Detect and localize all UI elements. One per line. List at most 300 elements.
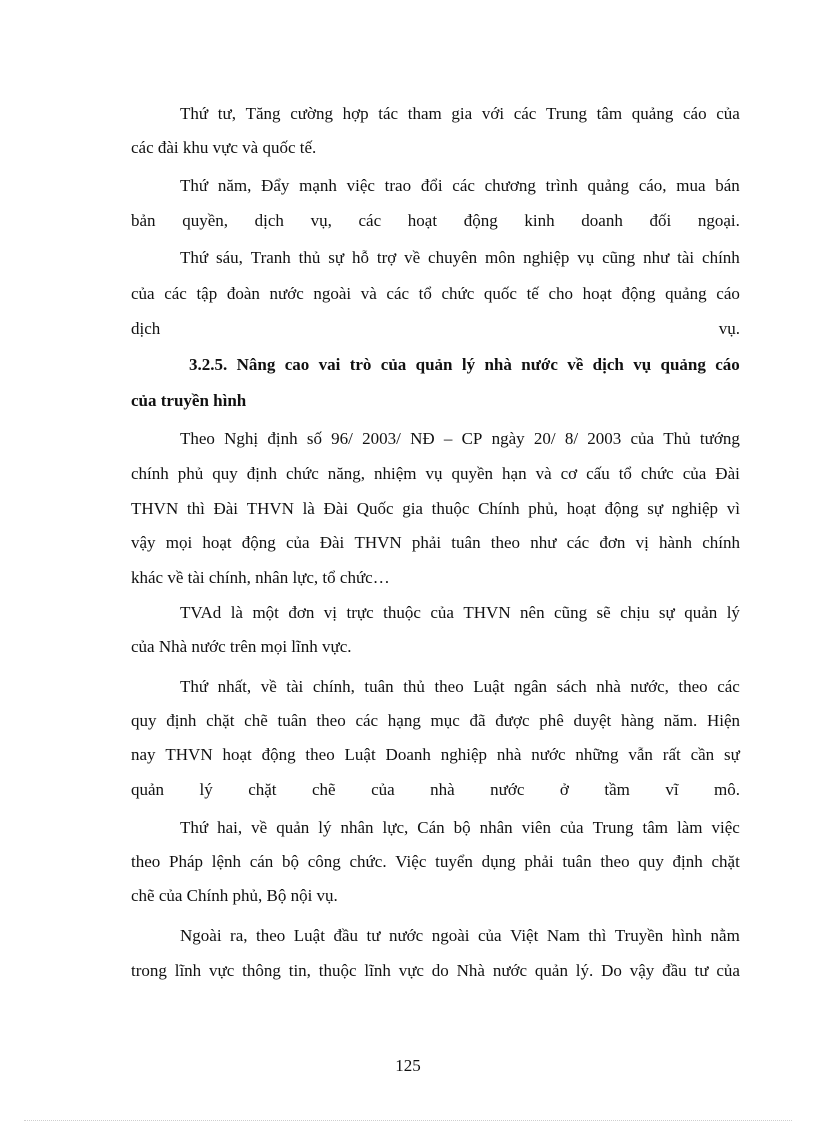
word: Nam	[546, 926, 580, 945]
word: vực	[398, 961, 424, 980]
word: trợ	[376, 248, 397, 267]
text-line	[131, 745, 740, 765]
word: sự	[647, 499, 664, 518]
word: duyệt	[573, 711, 612, 730]
word: THVN	[131, 499, 179, 518]
word: động	[621, 284, 656, 303]
section-heading	[189, 355, 740, 375]
word: quy	[638, 852, 664, 871]
word: hạn	[502, 464, 527, 483]
word: động	[604, 499, 639, 518]
word: cáo	[682, 104, 707, 123]
word: nhất,	[217, 677, 252, 696]
word: đối	[649, 211, 672, 230]
word: vậy	[131, 533, 156, 552]
word: đầu	[662, 961, 687, 980]
word: hai,	[217, 818, 243, 837]
word: hình	[671, 926, 703, 945]
word: vì	[726, 499, 740, 518]
page-number: 125	[395, 1056, 421, 1075]
word: lý	[318, 818, 332, 837]
text-line: khác về tài chính, nhân lực, tổ chức…	[131, 568, 390, 587]
text-line: các đài khu vực và quốc tế.	[131, 138, 317, 157]
word: quảng	[665, 284, 707, 303]
text-line	[131, 961, 740, 981]
word: tâm	[596, 104, 623, 123]
word: chức	[640, 464, 674, 483]
word: về	[404, 248, 421, 267]
word: Trung	[546, 104, 587, 123]
word: những	[575, 745, 619, 764]
word: Thứ	[180, 818, 209, 837]
word: nghiệp	[523, 248, 570, 267]
text-line	[131, 499, 740, 519]
text-line	[131, 533, 740, 553]
word: và	[360, 284, 377, 303]
word: theo	[131, 852, 161, 871]
word: Pháp	[169, 852, 203, 871]
word: đơn	[599, 533, 626, 552]
word: NĐ	[410, 429, 435, 448]
word: mô.	[714, 780, 740, 799]
word: –	[443, 429, 453, 448]
word: năng,	[327, 464, 366, 483]
word: Chính	[478, 499, 520, 518]
word: là	[302, 499, 315, 518]
word: hoạt	[582, 284, 612, 303]
word: lý	[461, 355, 476, 374]
word: năm.	[663, 711, 698, 730]
word: vậy	[629, 961, 655, 980]
word: theo	[600, 852, 630, 871]
word: Nâng	[236, 355, 276, 374]
word: rất	[662, 745, 681, 764]
word: quảng	[587, 176, 629, 195]
word: ở	[559, 780, 569, 799]
word: cho	[548, 284, 574, 303]
word: hỗ	[351, 248, 369, 267]
word: Hiện	[706, 711, 740, 730]
word: thủ	[403, 677, 425, 696]
word: với	[481, 104, 505, 123]
word: 20/	[533, 429, 556, 448]
word: của	[559, 818, 584, 837]
word: 2003	[587, 429, 622, 448]
word: theo	[256, 926, 286, 945]
word: tướng	[699, 429, 740, 448]
word: số	[306, 429, 322, 448]
text-line: của Nhà nước trên mọi lĩnh vực.	[131, 637, 352, 656]
word: Tăng	[245, 104, 281, 123]
word: trực	[346, 603, 374, 622]
word: thuộc	[318, 961, 357, 980]
text-line	[131, 211, 740, 231]
word: công	[307, 852, 341, 871]
word: lý	[199, 780, 213, 799]
word: ra,	[230, 926, 248, 945]
word: cán	[249, 852, 274, 871]
word: quản	[534, 961, 568, 980]
word: hoạt	[407, 211, 438, 230]
word: cao	[284, 355, 310, 374]
word: kinh	[524, 211, 555, 230]
word: Doanh	[385, 745, 431, 764]
word: nhà	[496, 745, 522, 764]
word: được	[495, 711, 530, 730]
word: nhiệm	[374, 464, 417, 483]
word: chương	[484, 176, 536, 195]
word: thủ	[298, 248, 321, 267]
word: năm,	[217, 176, 252, 195]
word: sáu,	[215, 248, 243, 267]
word: sẽ	[596, 603, 611, 622]
word: sự	[328, 248, 345, 267]
word: vị	[323, 603, 338, 622]
word: Thứ	[180, 104, 209, 123]
word: các	[566, 533, 590, 552]
word: phải	[411, 533, 442, 552]
word: quy	[212, 464, 238, 483]
word: của	[131, 284, 155, 303]
word: vụ,	[310, 211, 332, 230]
word: viên	[521, 818, 551, 837]
word: vụ	[577, 248, 595, 267]
word: như	[530, 533, 557, 552]
word: Thứ	[180, 677, 209, 696]
word: chẽ	[312, 780, 336, 799]
word: do	[431, 961, 449, 980]
word: chính	[702, 533, 740, 552]
word: nên	[520, 603, 545, 622]
word: của	[371, 780, 395, 799]
word: nhân	[479, 818, 513, 837]
word: cơ	[560, 464, 578, 483]
word: tác	[378, 104, 399, 123]
word: của	[682, 464, 707, 483]
word: các	[386, 284, 410, 303]
word: ngân	[513, 677, 547, 696]
word: THVN	[463, 603, 511, 622]
word: dịch	[592, 355, 624, 374]
word: bộ	[282, 852, 300, 871]
word: nghiệp	[671, 499, 719, 518]
word: tham	[407, 104, 442, 123]
word: động	[261, 745, 296, 764]
word: vẫn	[628, 745, 653, 764]
word: một	[252, 603, 279, 622]
word: Cán	[417, 818, 445, 837]
word: sự	[658, 603, 675, 622]
word: Nghị	[224, 429, 259, 448]
word: chức	[441, 284, 475, 303]
word: nước,	[630, 677, 669, 696]
word: lý.	[575, 961, 594, 980]
word: nước	[521, 355, 558, 374]
word: của	[716, 104, 740, 123]
word: trò	[349, 355, 372, 374]
word: doanh	[581, 211, 623, 230]
word: gia	[451, 104, 473, 123]
word: quảng	[631, 104, 674, 123]
word: như	[643, 248, 670, 267]
section-heading-continued: của truyền hình	[131, 391, 247, 410]
word: của	[285, 533, 310, 552]
word: vụ	[425, 464, 443, 483]
word: cũng	[554, 603, 588, 622]
word: các	[358, 211, 382, 230]
word: tâm	[642, 818, 669, 837]
word: tài	[677, 248, 695, 267]
word: việc	[346, 176, 375, 195]
word: cáo	[715, 355, 740, 374]
text-line	[131, 464, 740, 484]
word: các	[164, 284, 187, 303]
word: các	[355, 711, 379, 730]
word: ngoài	[313, 284, 352, 303]
word: quốc	[483, 284, 517, 303]
word: Đài	[319, 533, 345, 552]
word: mọi	[165, 533, 193, 552]
word: nhà	[484, 355, 512, 374]
word: ngoài	[431, 926, 470, 945]
word: Việt	[510, 926, 539, 945]
word: chịu	[620, 603, 650, 622]
text-line	[180, 104, 740, 124]
word: đoàn	[226, 284, 260, 303]
word: nước	[531, 745, 566, 764]
word: hạng	[387, 711, 421, 730]
word: chặt	[206, 711, 235, 730]
word: mục	[430, 711, 460, 730]
word: sách	[556, 677, 587, 696]
word: tuân	[562, 852, 592, 871]
text-line	[131, 780, 740, 800]
word: đơn	[288, 603, 315, 622]
word: THVN	[354, 533, 402, 552]
word: nghiệp	[440, 745, 487, 764]
word: làm	[677, 818, 703, 837]
word: về	[251, 818, 268, 837]
word: Thứ	[180, 176, 209, 195]
word: là	[230, 603, 243, 622]
word: THVN	[165, 745, 213, 764]
word: nước	[490, 780, 525, 799]
word: thì	[186, 499, 205, 518]
word: cáo,	[638, 176, 667, 195]
word: mua	[676, 176, 706, 195]
word: định	[672, 852, 703, 871]
word: chặt	[711, 852, 740, 871]
word: phủ,	[528, 499, 559, 518]
word: TVAd	[180, 603, 222, 622]
word: hoạt	[566, 499, 596, 518]
word: theo	[316, 711, 346, 730]
word: gia	[402, 499, 423, 518]
word: Nhà	[456, 961, 485, 980]
word: tập	[196, 284, 218, 303]
word: tuân	[364, 677, 394, 696]
word: vụ	[633, 355, 652, 374]
text-line	[180, 677, 740, 697]
word: ngày	[491, 429, 525, 448]
text-line: chẽ của Chính phủ, Bộ nội vụ.	[131, 886, 338, 905]
word: tổ	[618, 464, 632, 483]
word: lĩnh	[364, 961, 391, 980]
word: thuộc	[431, 499, 470, 518]
word: trao	[384, 176, 412, 195]
word: lý	[726, 603, 740, 622]
word: Quốc	[356, 499, 394, 518]
word: dịch	[131, 319, 161, 338]
word: phải	[524, 852, 554, 871]
text-line	[180, 603, 740, 623]
word: nhà	[430, 780, 455, 799]
word: Việc	[395, 852, 427, 871]
word: tài	[286, 677, 304, 696]
word: chuyên	[428, 248, 478, 267]
word: chính	[702, 248, 740, 267]
word: tư	[366, 926, 381, 945]
word: dịch	[254, 211, 284, 230]
word: 2003/	[362, 429, 401, 448]
word: quản	[415, 355, 453, 374]
word: nay	[131, 745, 156, 764]
word: quản	[276, 818, 310, 837]
word: quảng	[660, 355, 706, 374]
word: cáo	[716, 284, 740, 303]
word: 96/	[331, 429, 353, 448]
word: trong	[131, 961, 167, 980]
word: dụng	[481, 852, 516, 871]
word: Ngoài	[180, 926, 222, 945]
word: Luật	[473, 677, 505, 696]
text-line	[131, 319, 740, 339]
word: tuân	[277, 711, 307, 730]
word: 3.2.5.	[189, 355, 228, 374]
word: thông	[242, 961, 281, 980]
word: Đài	[715, 464, 740, 483]
word: ngoại.	[697, 211, 740, 230]
word: hoạt	[202, 533, 232, 552]
word: môn	[485, 248, 516, 267]
word: bán	[715, 176, 740, 195]
text-line	[180, 429, 740, 449]
word: Do	[601, 961, 622, 980]
word: tuân	[451, 533, 481, 552]
word: lĩnh	[174, 961, 202, 980]
word: phê	[539, 711, 564, 730]
word: và	[535, 464, 552, 483]
word: lệnh	[211, 852, 241, 871]
word: tế	[526, 284, 539, 303]
word: nước	[269, 284, 304, 303]
word: việc	[711, 818, 740, 837]
word: Truyền	[614, 926, 664, 945]
word: Đẩy	[261, 176, 290, 195]
word: theo	[490, 533, 521, 552]
word: thì	[588, 926, 607, 945]
word: hàng	[620, 711, 654, 730]
word: nằm	[710, 926, 740, 945]
word: tư,	[217, 104, 236, 123]
word: tổ	[418, 284, 432, 303]
text-line	[131, 852, 740, 872]
word: tuyển	[435, 852, 473, 871]
word: mạnh	[299, 176, 337, 195]
word: vai	[318, 355, 341, 374]
word: chẽ	[244, 711, 268, 730]
text-line	[180, 176, 740, 196]
page-edge-divider	[24, 1120, 792, 1121]
word: cường	[290, 104, 333, 123]
word: Luật	[344, 745, 376, 764]
word: động	[241, 533, 276, 552]
word: về	[567, 355, 584, 374]
word: quyền,	[182, 211, 228, 230]
word: phủ	[177, 464, 204, 483]
word: chức.	[349, 852, 387, 871]
word: tư	[694, 961, 709, 980]
word: quản	[131, 780, 165, 799]
word: thuộc	[383, 603, 421, 622]
word: đổi	[420, 176, 443, 195]
text-line	[180, 926, 740, 946]
word: các	[513, 104, 537, 123]
word: vực	[209, 961, 235, 980]
word: hoạt	[222, 745, 252, 764]
text-line	[131, 284, 740, 304]
word: CP	[461, 429, 483, 448]
word: bộ	[453, 818, 471, 837]
word: động	[463, 211, 498, 230]
word: về	[260, 677, 277, 696]
word: Luật	[293, 926, 325, 945]
word: vĩ	[665, 780, 679, 799]
word: theo	[305, 745, 335, 764]
word: 8/	[564, 429, 579, 448]
word: định	[246, 464, 277, 483]
word: Tranh	[250, 248, 291, 267]
word: tầm	[604, 780, 630, 799]
word: của	[716, 961, 740, 980]
word: của	[477, 926, 502, 945]
word: hành	[658, 533, 693, 552]
word: hợp	[342, 104, 369, 123]
word: nhân	[340, 818, 374, 837]
word: của	[630, 429, 655, 448]
word: quản	[684, 603, 718, 622]
word: nước	[492, 961, 528, 980]
word: trình	[545, 176, 578, 195]
text-line	[180, 248, 740, 268]
word: của	[430, 603, 454, 622]
word: sự	[724, 745, 740, 764]
word: định	[267, 429, 298, 448]
word: Thủ	[663, 429, 691, 448]
word: vụ.	[718, 319, 740, 338]
word: chính,	[312, 677, 355, 696]
word: nhà	[596, 677, 621, 696]
word: nước	[388, 926, 424, 945]
word: chính	[131, 464, 169, 483]
word: Trung	[592, 818, 634, 837]
word: quyền	[451, 464, 494, 483]
word: đầu	[333, 926, 358, 945]
word: quy	[131, 711, 157, 730]
word: chức	[285, 464, 319, 483]
word: cấu	[586, 464, 610, 483]
word: Đài	[213, 499, 239, 518]
